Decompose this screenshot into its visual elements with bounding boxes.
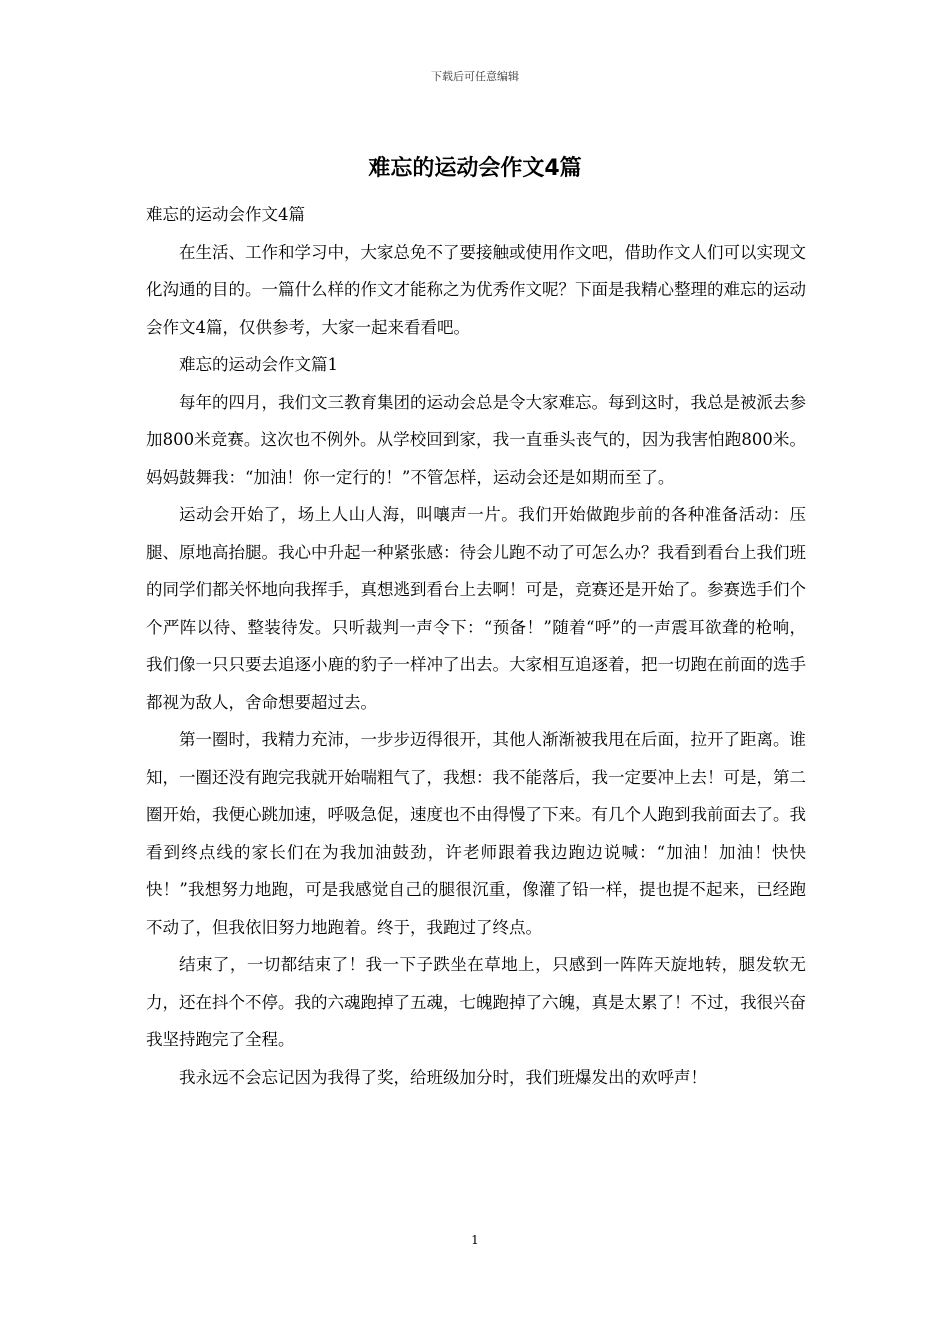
body-paragraph: 运动会开始了，场上人山人海，叫嚷声一片。我们开始做跑步前的各种准备活动：压腿、原地高抬腿。我心中升起一种紧张感：待会儿跑不动了可怎么办？我看到看台上我们班的同学们都关怀地向我挥手，真想逃到看台上去啊！可是，竞赛还是开始了。参赛选手们个个严阵以待、整装待发。只听裁判一声令下：“预备！”随着“呼”的一声震耳欲聋的枪响，我们像一只只要去追逐小鹿的豹子一样冲了出去。大家相互追逐着，把一切跑在前面的选手都视为敌人，舍命想要超过去。 [146, 505, 806, 712]
body-paragraph: 第一圈时，我精力充沛，一步步迈得很开，其他人渐渐被我甩在后面，拉开了距离。谁知，一圈还没有跑完我就开始喘粗气了，我想：我不能落后，我一定要冲上去！可是，第二圈开始，我便心跳加速，呼吸急促，速度也不由得慢了下来。有几个人跑到我前面去了。我看到终点线的家长们在为我加油鼓劲，许老师跟着我边跑边说喊：“加油！加油！快快快！”我想努力地跑，可是我感觉自己的腿很沉重，像灌了铅一样，提也提不起来，已经跑不动了，但我依旧努力地跑着。终于，我跑过了终点。 [146, 730, 806, 937]
document-title: 难忘的运动会作文4篇 [368, 156, 582, 181]
body-paragraph: 每年的四月，我们文三教育集团的运动会总是令大家难忘。每到这时，我总是被派去参加800米竞赛。这次也不例外。从学校回到家，我一直垂头丧气的，因为我害怕跑800米。妈妈鼓舞我：“加油！你一定行的！”不管怎样，运动会还是如期而至了。 [146, 392, 806, 487]
document-body [146, 196, 806, 1096]
intro-paragraph: 在生活、工作和学习中，大家总免不了要接触或使用作文吧，借助作文人们可以实现文化沟通的目的。一篇什么样的作文才能称之为优秀作文呢？下面是我精心整理的难忘的运动会作文4篇，仅供参考，大家一起来看看吧。 [146, 242, 806, 337]
section-heading: 难忘的运动会作文篇1 [179, 355, 338, 374]
body-paragraph: 结束了，一切都结束了！我一下子跌坐在草地上，只感到一阵阵天旋地转，腿发软无力，还在抖个不停。我的六魂跑掉了五魂，七魄跑掉了六魄，真是太累了！不过，我很兴奋我坚持跑完了全程。 [146, 955, 806, 1049]
page-number: 1 [471, 1233, 479, 1247]
body-paragraph: 我永远不会忘记因为我得了奖，给班级加分时，我们班爆发出的欢呼声！ [179, 1067, 707, 1087]
subtitle-line: 难忘的运动会作文4篇 [146, 205, 305, 224]
page-header: 下载后可任意编辑 [431, 70, 519, 83]
